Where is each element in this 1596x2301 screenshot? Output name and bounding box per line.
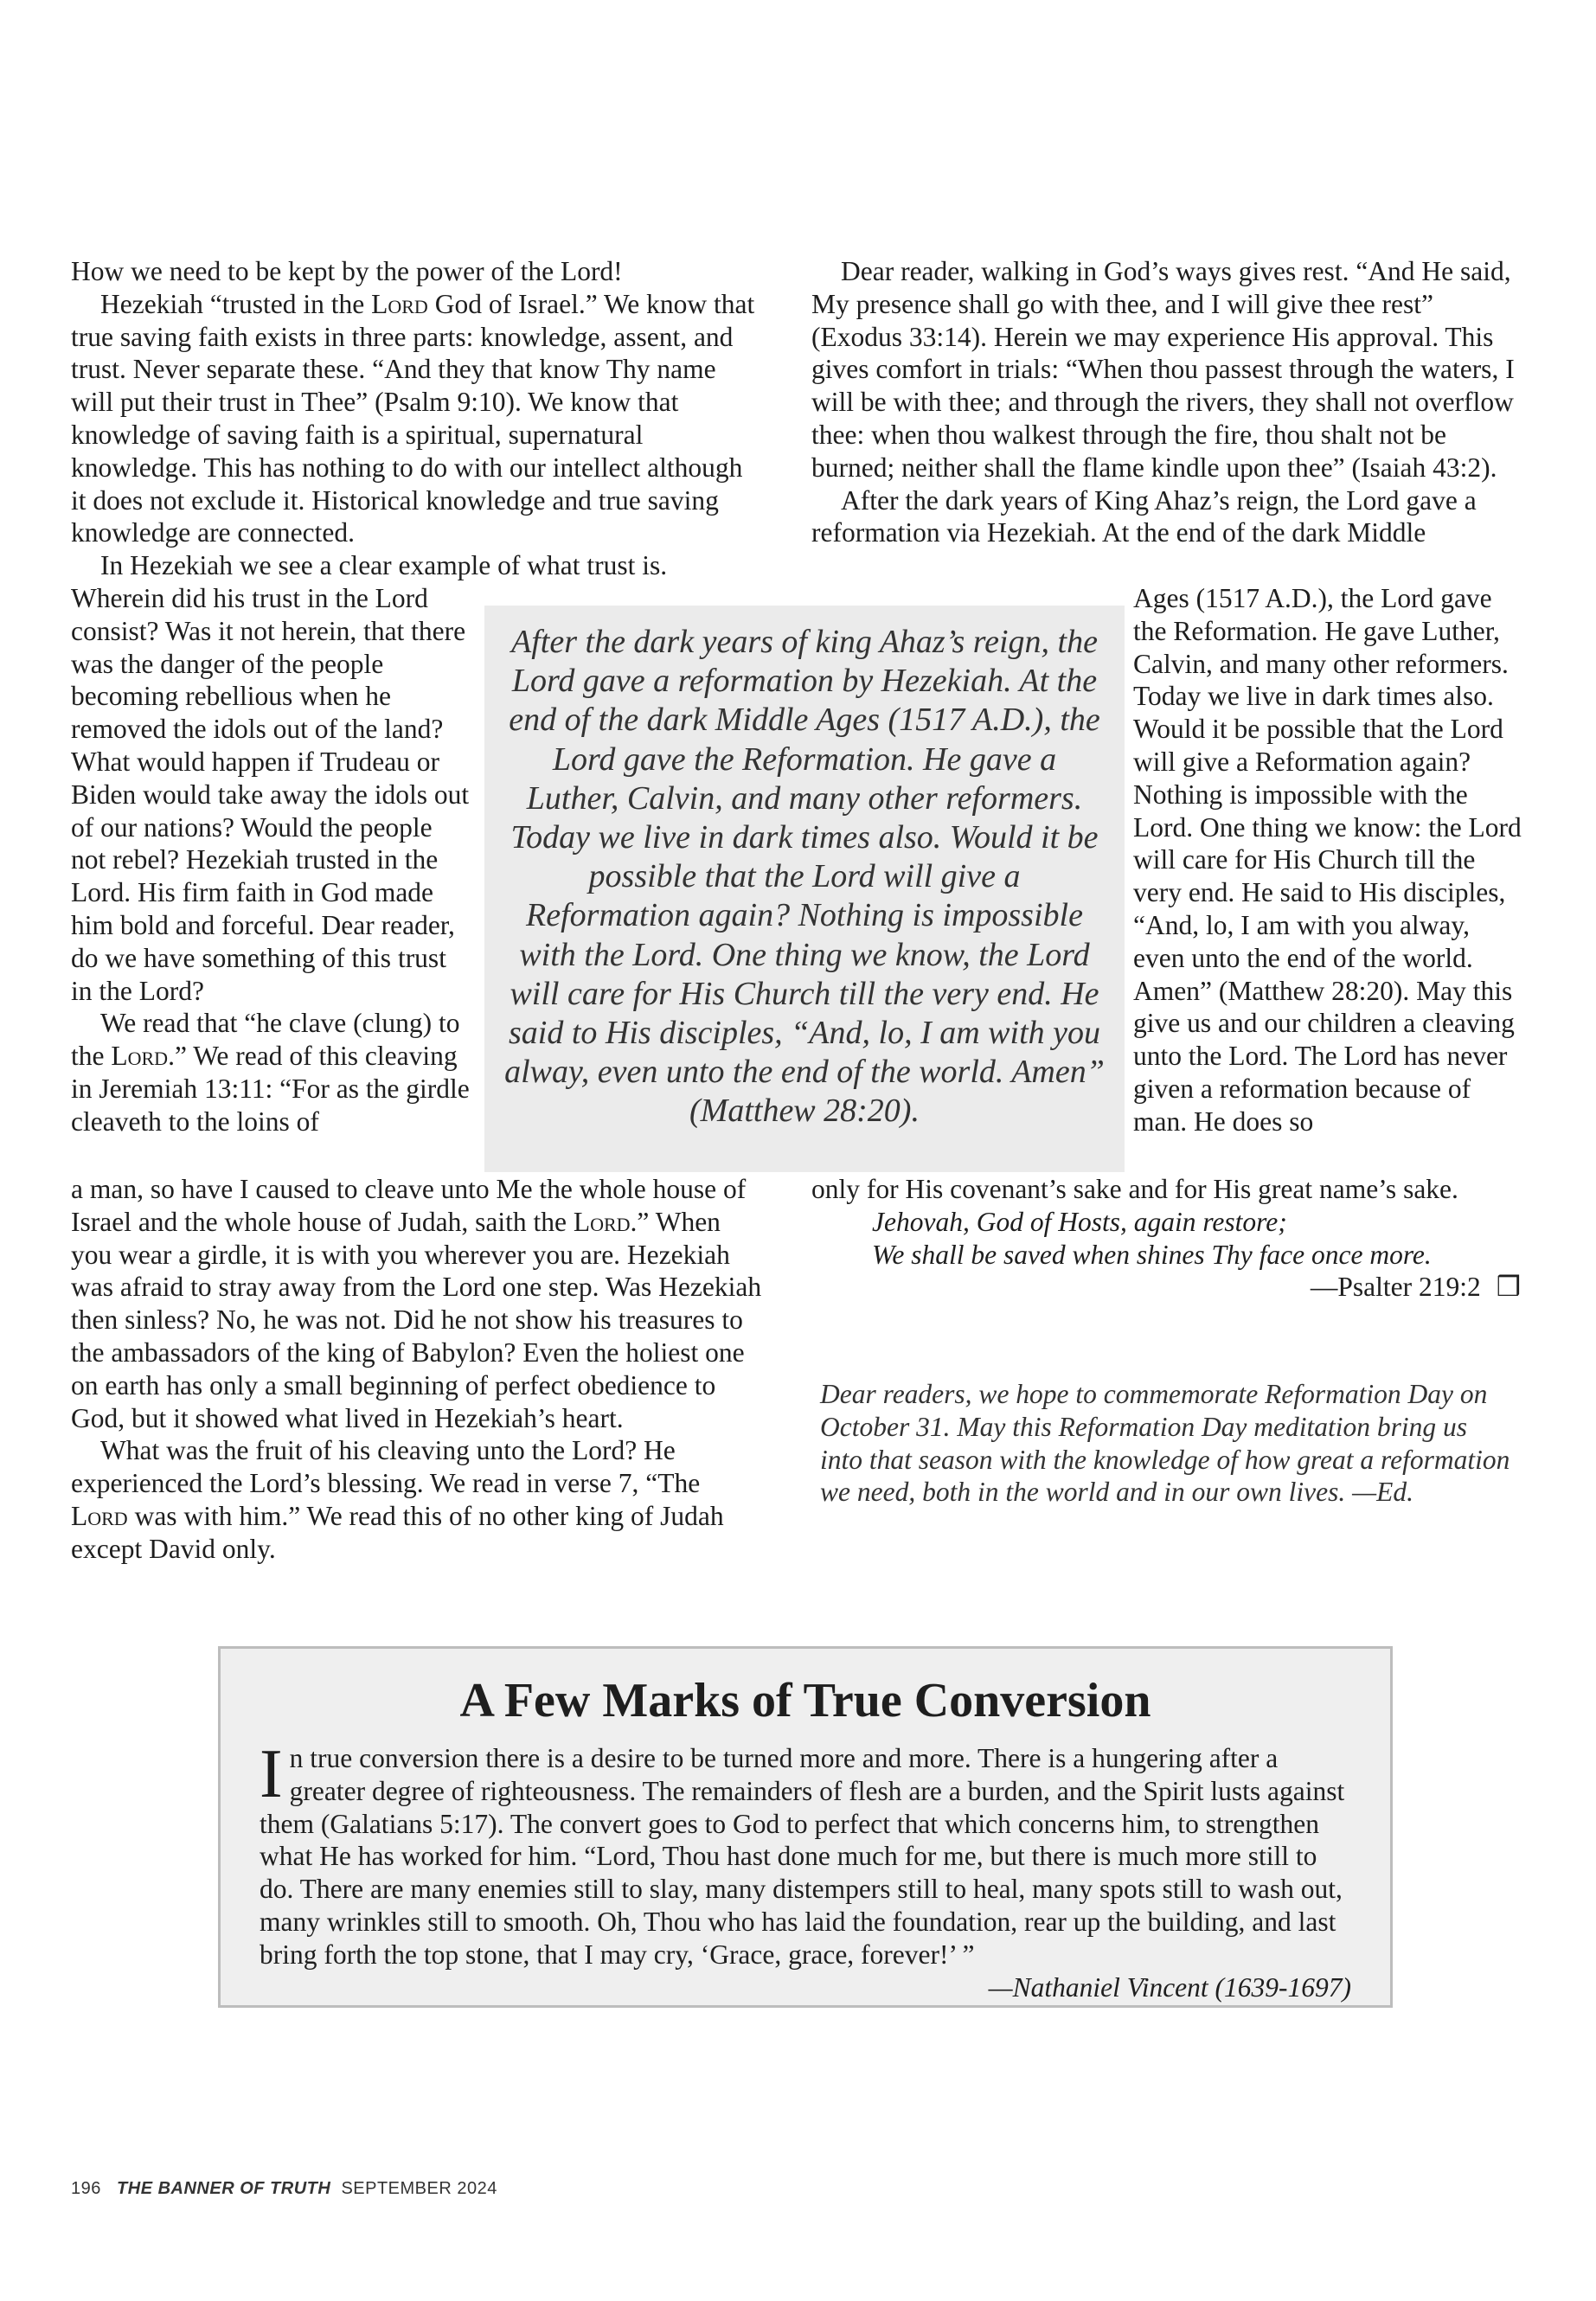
text: God of Israel.” We know that true saving faith exists in three parts: knowledge, assent, and trust. Never separate these. “And they that know Thy name will put their trust in Thee” (Psalm 9:10). We know that knowledge of saving faith is a spiritual, supernatural knowledge. This has nothing to do with our intellect although it does not exclude it. Historical knowledge and true saving knowledge are connected. [71,288,755,548]
sidebar-box [218,1646,1393,2008]
paragraph: How we need to be kept by the power of the Lord! [71,256,623,286]
lord-smallcaps: Lord [71,1500,128,1531]
paragraph [71,1007,471,1138]
paragraph: After the dark years of King Ahaz’s reign, the Lord gave a reformation via Hezekiah. At the end of the dark Middle [811,484,1477,548]
text: —Psalter 219:2 [1310,1272,1481,1303]
left-wrapped-block [71,582,471,1138]
text: was with him.” We read this of no other king of Judah except David only. [71,1500,724,1564]
paragraph: In Hezekiah we see a clear example of what trust is. [100,550,668,581]
editor-note: Dear readers, we hope to commemorate Reformation Day on October 31. May this Reformation Day meditation bring us into that season with the knowledge of how great a reformation we need, both in the world and in our own lives. —Ed. [820,1379,1510,1508]
text: We read that “he clave (clung) to the [71,1008,460,1072]
sidebar-paragraph [260,1736,1351,1971]
paragraph [71,1173,763,1434]
left-column-bottom [71,1173,763,1566]
paragraph: Ages (1517 A.D.), the Lord gave the Reformation. He gave Luther, Calvin, and many other reformers. Today we live in dark times also. Would it be possible that the Lord will give a Reformation again? Nothing is impossible with the Lord. One thing we know: the Lord will care for His Church till the very end. He said to His disciples, “And, lo, I am with you alway, even unto the end of the world. Amen” (Matthew 28:20). May this give us and our children a cleaving unto the Lord. The Lord has never given a reformation because of man. He does so [1133,583,1522,1137]
lord-smallcaps: Lord [573,1206,631,1237]
text: n true conversion there is a desire to be turned more and more. There is a hungering after a greater degree of righteousness. The remainders of flesh are a burden, and the Spirit lusts against them (Galatians 5:17). The convert goes to God to perfect that which concerns him, to strengthen what He has worked for him. “Lord, Thou hast done much for me, but there is much more still to do. There are many enemies still to slay, many distempers still to heal, many spots still to wash out, many wrinkles still to smooth. Oh, Thou who has laid the foundation, rear up the building, and last bring forth the top stone, that I may cry, ‘Grace, grace, forever!’ ” [260,1743,1345,1970]
end-of-article-icon: ❒ [1496,1272,1521,1303]
right-column-bottom [811,1173,1521,1304]
right-column [811,255,1521,549]
page-footer [71,2179,497,2199]
lord-smallcaps: Lord [371,288,428,319]
paragraph [71,1434,763,1565]
publication-name: THE BANNER OF TRUTH [117,2179,331,2198]
left-column [71,255,763,582]
psalter-verse-line: Jehovah, God of Hosts, again restore; [872,1206,1287,1237]
sidebar-title: A Few Marks of True Conversion [459,1674,1151,1727]
lord-smallcaps: Lord [111,1041,169,1072]
page-number: 196 [71,2179,101,2198]
pull-quote [484,606,1125,1172]
text: Hezekiah “trusted in the [100,288,372,319]
drop-cap: I [260,1736,283,1812]
pull-quote-text: After the dark years of king Ahaz’s reign, the Lord gave a reformation by Hezekiah. At the end of the dark Middle Ages (1517 A.D.), the Lord gave the Reformation. He gave a Luther, Calvin, and many other reformers. Today we live in dark times also. Would it be possible that the Lord will give a Reformation again? Nothing is impossible with the Lord. One thing we know, the Lord will care for His Church till the very end. He said to His disciples, “And, lo, I am with you alway, even unto the end of the world. Amen” (Matthew 28:20). [504,624,1105,1130]
sidebar-attribution: —Nathaniel Vincent (1639-1697) [988,1971,1351,2003]
paragraph: only for His covenant’s sake and for His great name’s sake. [811,1174,1458,1204]
sidebar-body [260,1736,1351,2003]
text: a man, so have I caused to cleave unto Me the whole house of Israel and the whole house of Judah, saith the [71,1174,747,1237]
paragraph: Wherein did his trust in the Lord consist? Was it not herein, that there was the danger of the people becoming rebellious when he removed the idols out of the land? What would happen if Trudeau or Biden would take away the idols out of our nations? Would the people not rebel? Hezekiah trusted in the Lord. His firm faith in God made him bold and forceful. Dear reader, do we have something of this trust in the Lord? [71,583,470,1006]
text: .” When you wear a girdle, it is with you wherever you are. Hezekiah was afraid to stray away from the Lord one step. Was Hezekiah then sinless? No, he was not. Did he not show his treasures to the ambassadors of the king of Babylon? Even the holiest one on earth has only a small beginning of perfect obedience to God, but it showed what lived in Hezekiah’s heart. [71,1206,762,1433]
issue-date: SEPTEMBER 2024 [341,2179,497,2198]
paragraph: Dear reader, walking in God’s ways gives rest. “And He said, My presence shall go with thee, and I will give thee rest” (Exodus 33:14). Herein we may experience His approval. This gives comfort in trials: “When thou passest through the waters, I will be with thee; and through the rivers, they shall not overflow thee: when thou walkest through the fire, thou shalt not be burned; neither shall the flame kindle upon thee” (Isaiah 43:2). [811,256,1515,483]
paragraph [71,288,763,549]
text: What was the fruit of his cleaving unto the Lord? He experienced the Lord’s blessing. We read in verse 7, “The [71,1435,701,1499]
right-wrapped-block [1133,582,1527,1138]
psalter-attribution [811,1271,1521,1304]
text: .” We read of this cleaving in Jeremiah 13:11: “For as the girdle cleaveth to the loins of [71,1041,470,1137]
psalter-verse-line: We shall be saved when shines Thy face once more. [872,1239,1432,1270]
